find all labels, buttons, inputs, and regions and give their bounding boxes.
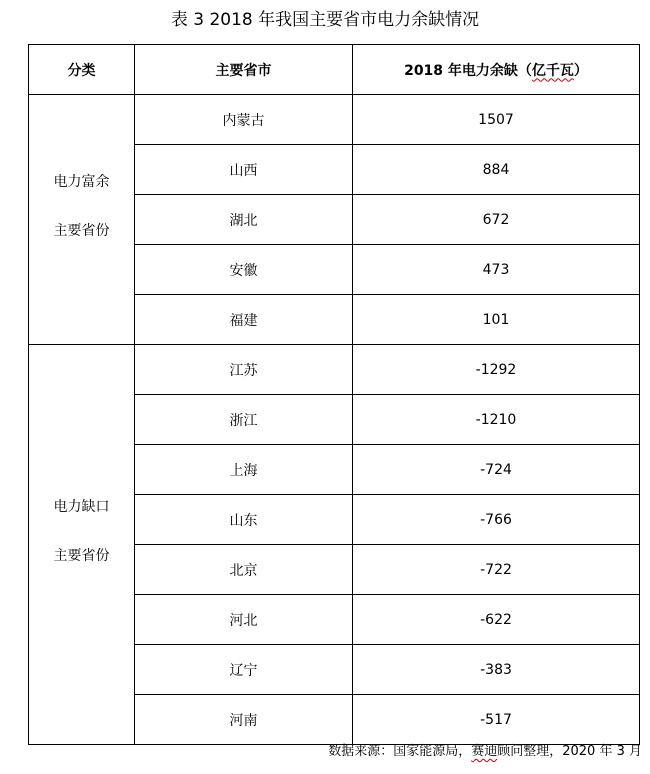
value-cell: -383 <box>353 645 640 695</box>
value-cell: -722 <box>353 545 640 595</box>
header-value-suffix: ） <box>573 62 588 79</box>
value-cell: -1210 <box>353 395 640 445</box>
table-row <box>29 345 640 395</box>
value-cell: -517 <box>353 695 640 745</box>
province-cell: 北京 <box>135 545 353 595</box>
group-label-line: 电力富余 <box>53 173 110 190</box>
province-cell: 山西 <box>135 145 353 195</box>
province-cell: 福建 <box>135 295 353 345</box>
header-category: 分类 <box>29 45 135 95</box>
source-company: 赛迪 <box>471 744 498 759</box>
table-row <box>29 95 640 145</box>
province-cell: 安徽 <box>135 245 353 295</box>
value-cell: -766 <box>353 495 640 545</box>
province-cell: 上海 <box>135 445 353 495</box>
value-cell: 884 <box>353 145 640 195</box>
header-province: 主要省市 <box>135 45 353 95</box>
value-cell: -1292 <box>353 345 640 395</box>
header-value <box>353 45 640 95</box>
value-cell: -724 <box>353 445 640 495</box>
province-cell: 山东 <box>135 495 353 545</box>
group-label-line: 主要省份 <box>53 547 110 564</box>
province-cell: 内蒙古 <box>135 95 353 145</box>
power-balance-table <box>28 44 640 745</box>
value-cell: 672 <box>353 195 640 245</box>
group-label-line: 电力缺口 <box>53 498 110 515</box>
header-value-unit: 亿千瓦 <box>531 62 574 79</box>
province-cell: 江苏 <box>135 345 353 395</box>
value-cell: 101 <box>353 295 640 345</box>
table-caption: 表 3 2018 年我国主要省市电力余缺情况 <box>170 10 480 30</box>
source-suffix: 顾问整理，2020 年 3 月 <box>497 744 642 759</box>
value-cell: -622 <box>353 595 640 645</box>
province-cell: 河南 <box>135 695 353 745</box>
province-cell: 湖北 <box>135 195 353 245</box>
province-cell: 河北 <box>135 595 353 645</box>
source-note <box>328 742 642 762</box>
group-label-surplus <box>29 95 135 345</box>
group-label-line: 主要省份 <box>53 222 110 239</box>
province-cell: 辽宁 <box>135 645 353 695</box>
header-value-prefix: 2018 年电力余缺（ <box>404 62 532 79</box>
source-prefix: 数据来源：国家能源局， <box>328 744 472 759</box>
group-label-deficit <box>29 345 135 745</box>
table-header-row <box>29 45 640 95</box>
province-cell: 浙江 <box>135 395 353 445</box>
value-cell: 1507 <box>353 95 640 145</box>
value-cell: 473 <box>353 245 640 295</box>
